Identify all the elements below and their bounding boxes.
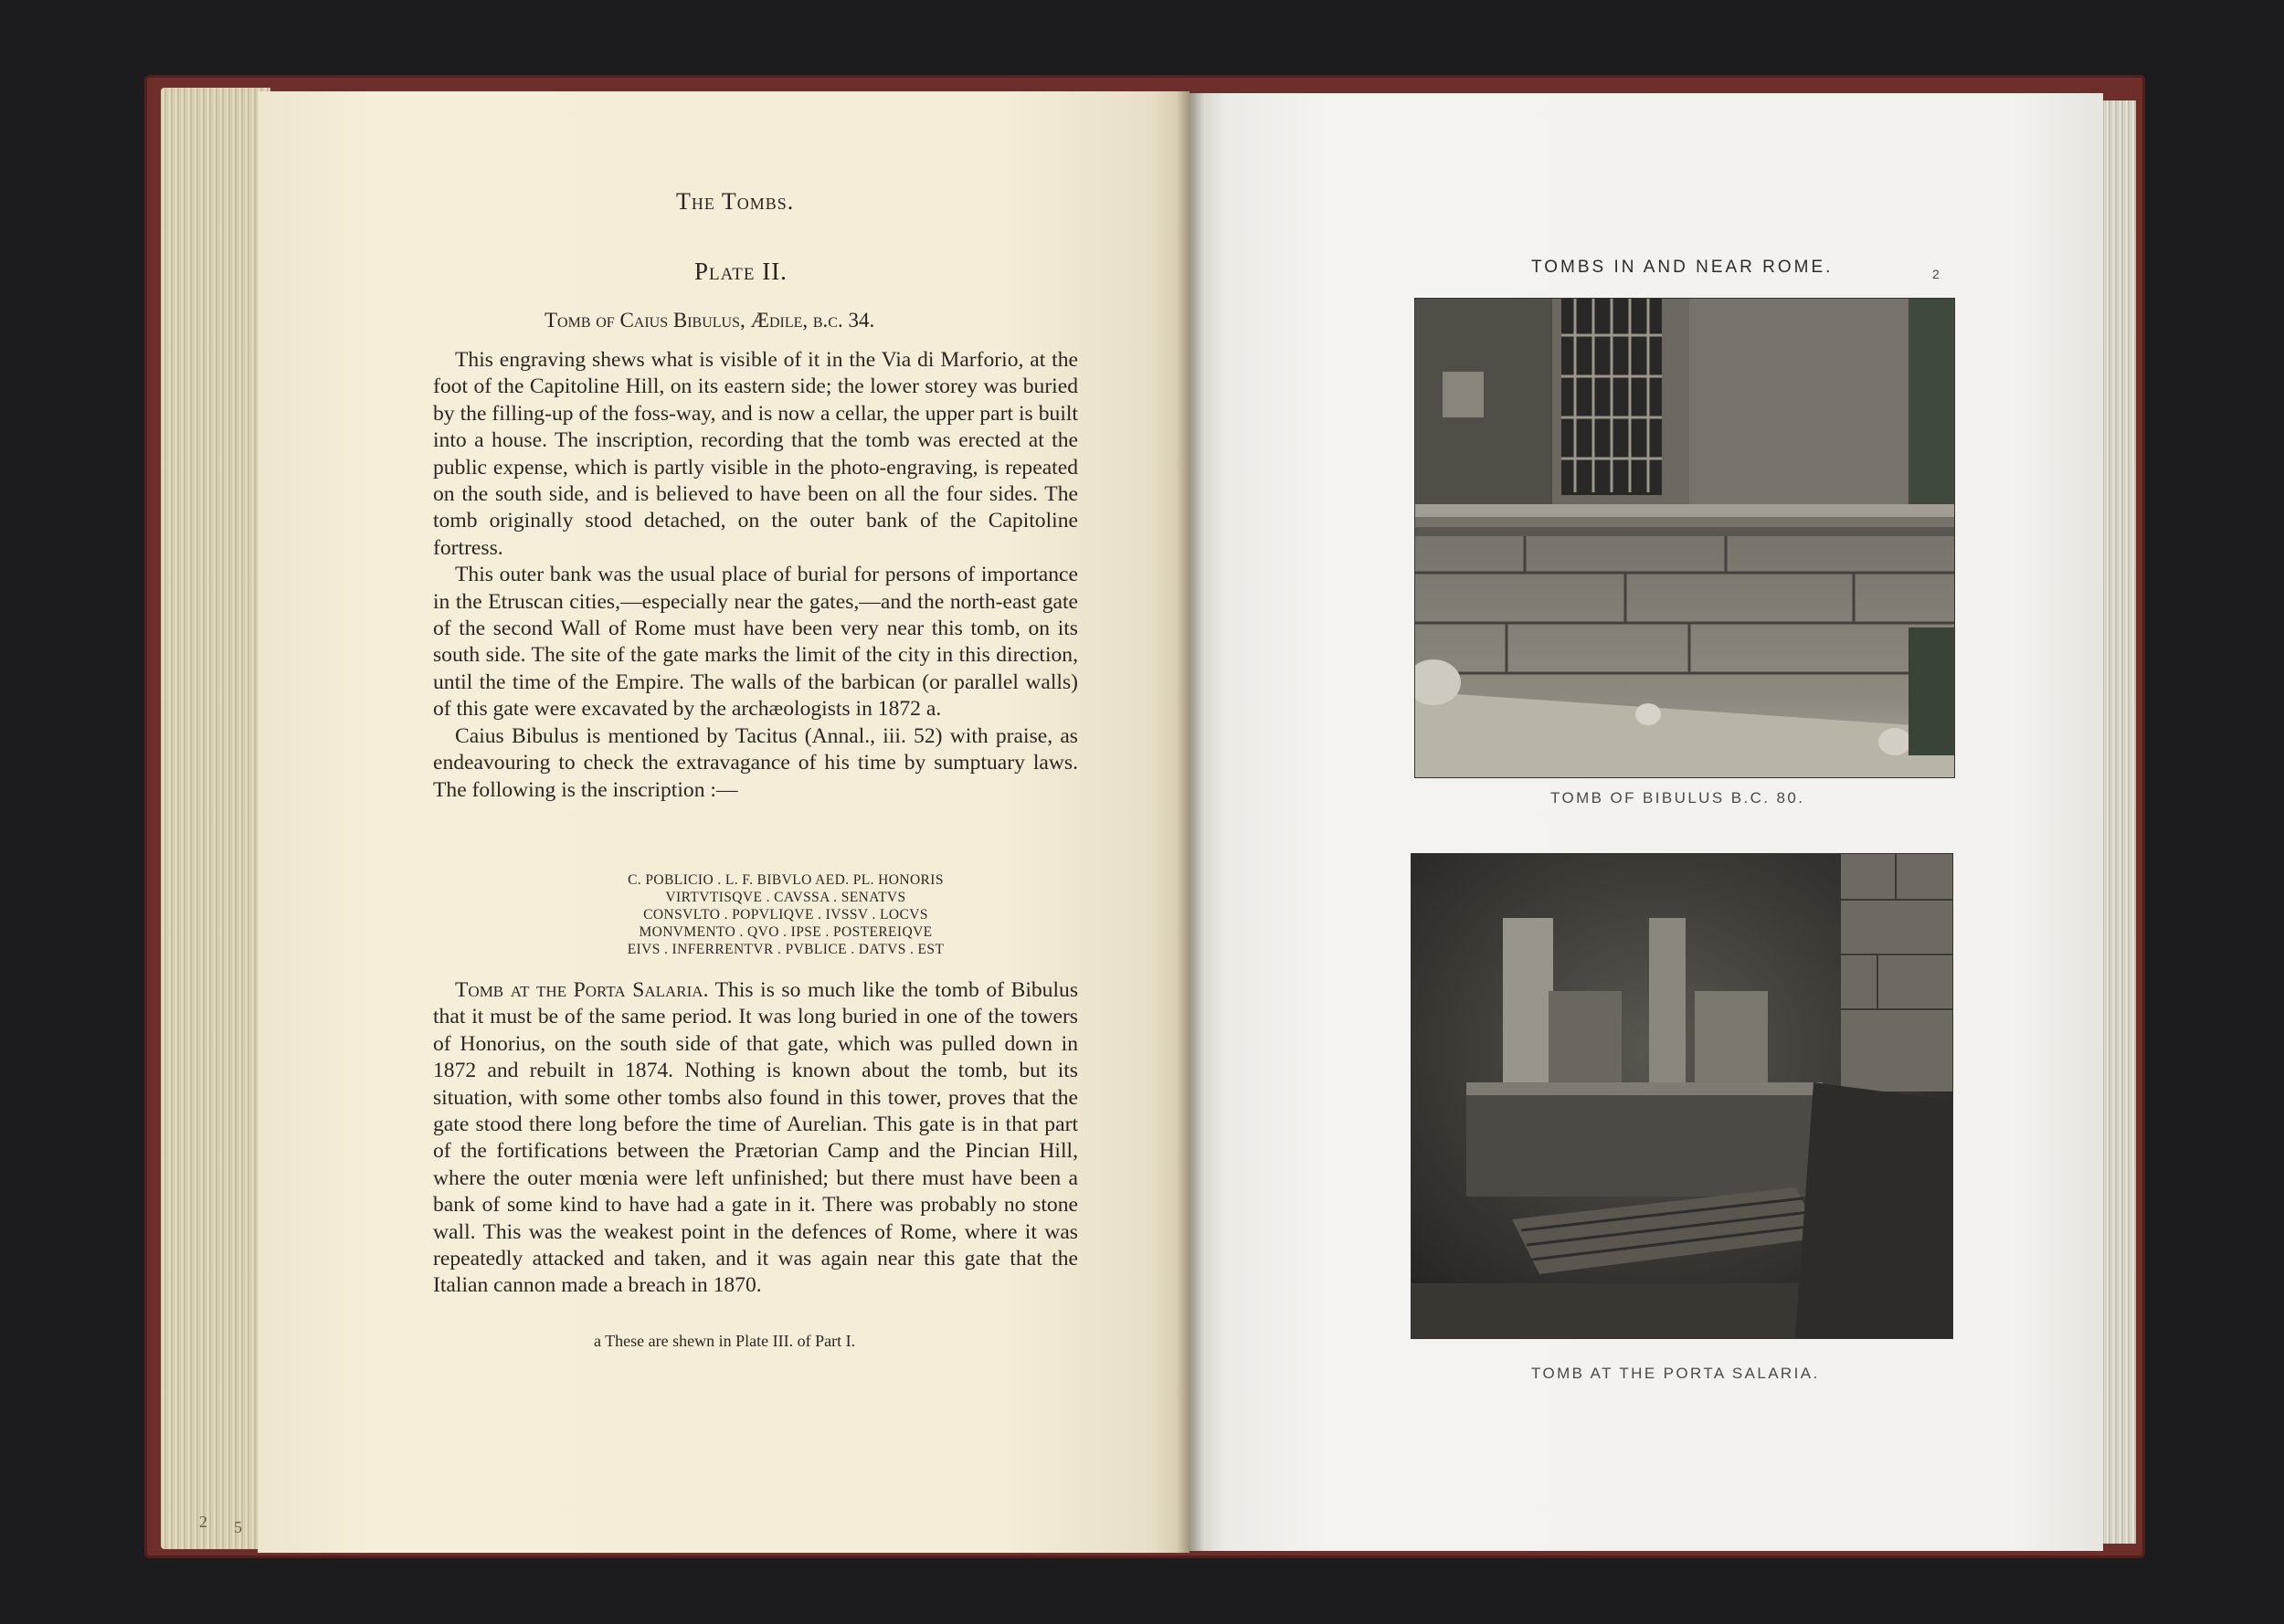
inscription-line: C. POBLICIO . L. F. BIBVLO AED. PL. HONORIS — [628, 872, 944, 888]
photo-2-caption: TOMB AT THE PORTA SALARIA. — [1531, 1365, 1820, 1382]
salaria-text-block — [433, 977, 1078, 1300]
photo-tomb-porta-salaria — [1411, 853, 1953, 1339]
paragraph-1: This engraving shews what is visible of it in the Via di Marforio, at the foot of the Capitoline Hill, on its eastern side; the lower storey was buried by the filling-up of the foss-way, and is now a cellar, the upper part is built into a house. The inscription, recording that the tomb was erected at the public expense, which is partly visible in the photo-engraving, is repeated on the south side, and is believed to have been on all the four sides. The tomb originally stood detached, on the outer bank of the Capitoline fortress. — [433, 348, 1078, 560]
plate-title: Plate II. — [694, 258, 788, 285]
latin-inscription — [493, 871, 1078, 958]
inscription-line: VIRTVTISQVE . CAVSSA . SENATVS — [665, 890, 906, 905]
salaria-heading: Tomb at the Porta Salaria. — [455, 978, 709, 1002]
photo-tomb-of-bibulus — [1414, 298, 1955, 778]
page-edges-left — [161, 88, 270, 1549]
footnote: a These are shewn in Plate III. of Part I. — [594, 1332, 856, 1350]
edge-mark-1: 2 — [199, 1513, 207, 1531]
salaria-paragraph: This is so much like the tomb of Bibulus that it must be of the same period. It was long buried in one of the towers of Honorius, on the south side of that gate, which was pulled down in 1872 and rebuilt in 1874. Nothing is known about the tomb, but its situation, with some other tombs also found in this tower, proves that the gate stood there long before the time of Aurelian. This gate is in that part of the fortifications between the Prætorian Camp and the Pincian Hill, where the outer mœnia were left unfinished; but there must have been a bank of some kind to have had a gate in it. There was probably no stone wall. This was the weakest point in the defences of Rome, where it was repeatedly attacked and taken, and it was again near this gate that the Italian cannon made a breach in 1870. — [433, 978, 1078, 1298]
edge-mark-2: 5 — [234, 1518, 242, 1536]
inscription-line: CONSVLTO . POPVLIQVE . IVSSV . LOCVS — [643, 907, 928, 923]
running-head: The Tombs. — [676, 188, 795, 215]
main-text — [433, 347, 1078, 804]
plate-header: TOMBS IN AND NEAR ROME. — [1531, 258, 1834, 277]
book-gutter — [1177, 91, 1204, 1553]
paragraph-3: Caius Bibulus is mentioned by Tacitus (Annal., iii. 52) with praise, as endeavouring to check the extravagance of his time by sumptuary laws. The following is the inscription :— — [433, 723, 1078, 802]
photo-1-caption: TOMB OF BIBULUS B.C. 80. — [1550, 789, 1805, 807]
plate-subtitle: Tomb of Caius Bibulus, Ædile, b.c. 34. — [545, 309, 875, 332]
inscription-line: EIVS . INFERRENTVR . PVBLICE . DATVS . EST — [627, 942, 945, 957]
inscription-line: MONVMENTO . QVO . IPSE . POSTEREIQVE — [639, 924, 933, 940]
plate-number: 2 — [1932, 267, 1940, 281]
paragraph-2: This outer bank was the usual place of burial for persons of importance in the Etruscan cities,—especially near the gates,—and the north-east gate of the second Wall of Rome must have been very near this tomb, on its south side. The site of the gate marks the limit of the city in this direction, until the time of the Empire. The walls of the barbican (or parallel walls) of this gate were excavated by the archæologists in 1872 a. — [433, 563, 1078, 722]
